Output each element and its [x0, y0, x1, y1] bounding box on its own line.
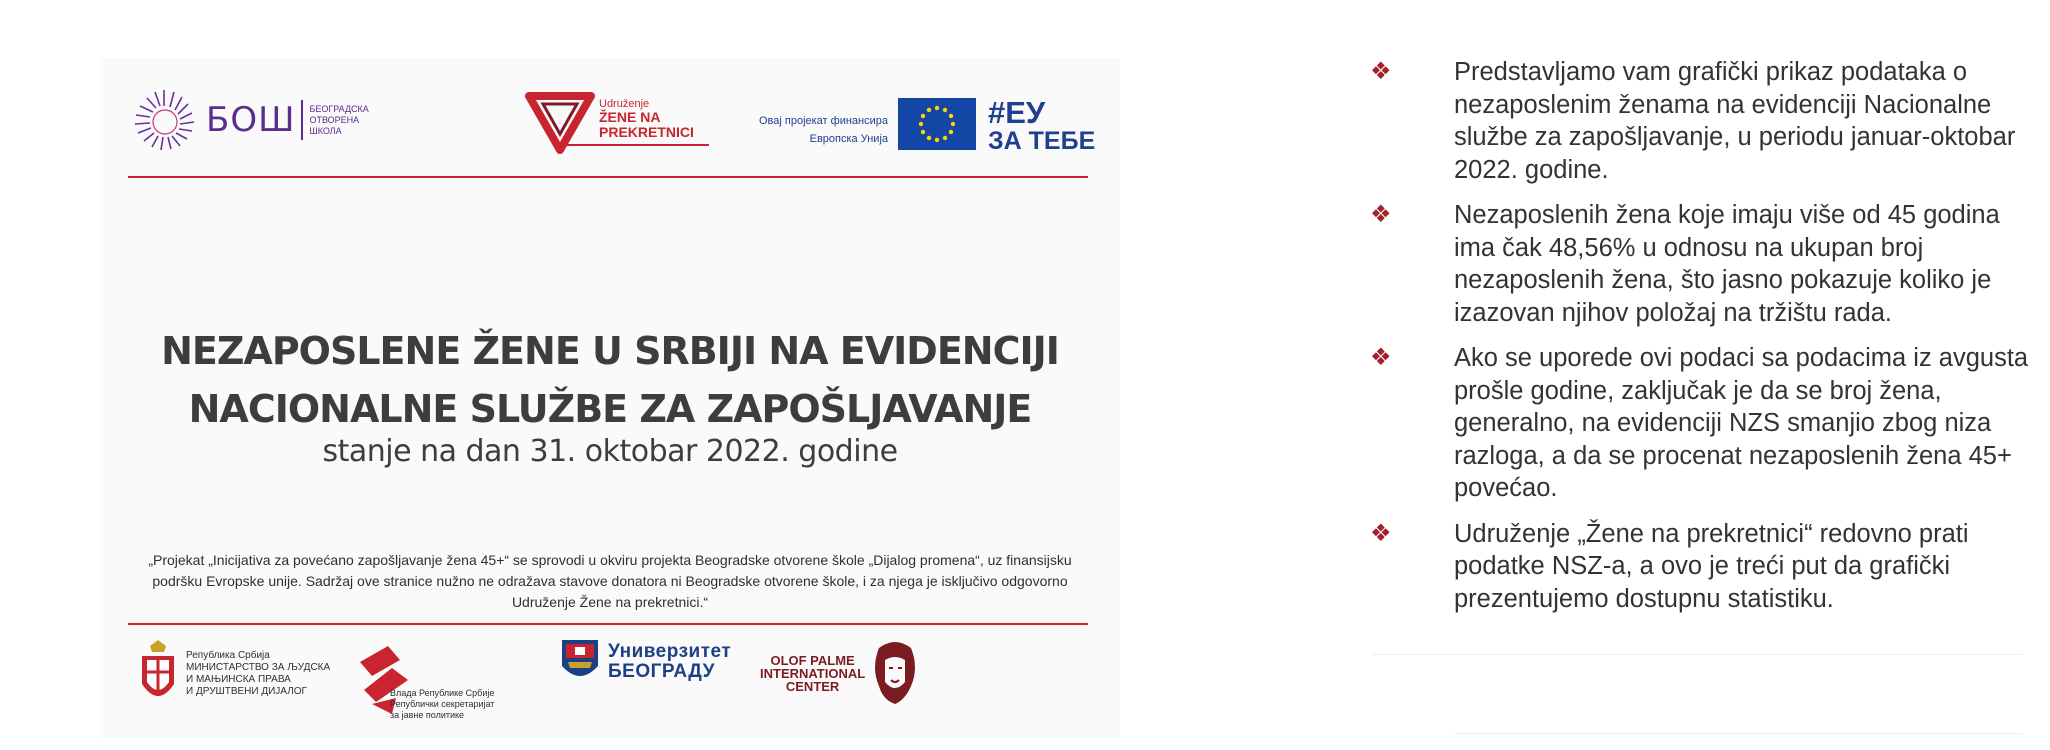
- secretariat-logo: [352, 638, 530, 721]
- diamond-bullet-icon: ❖: [1370, 344, 1392, 371]
- eu-hash-line2: ЗА ТЕБЕ: [988, 127, 1096, 155]
- bos-sunburst-icon: [130, 86, 198, 154]
- list-item: [1370, 56, 2030, 186]
- list-item: [1370, 342, 2030, 505]
- vlada-line3: за јавне политике: [390, 710, 465, 720]
- serbia-coat-of-arms-icon: [136, 638, 180, 710]
- ministry-line1: Република Србија: [186, 650, 270, 661]
- list-item: [1370, 518, 2030, 616]
- zene-underline: [559, 144, 709, 146]
- bullet-text: Nezaposlenih žena koje imaju više od 45 godina ima čak 48,56% u odnosu na ukupan broj nezaposlenih žena, što jasno pokazuje koliko je izazovan njihov položaj na tržištu rada.: [1454, 201, 2000, 327]
- cover-slide: [100, 58, 1120, 738]
- bos-wordmark: БОШ: [206, 100, 296, 140]
- eu-za-tebe-hashtag: [988, 95, 1096, 155]
- divider-line: [1454, 733, 2022, 734]
- zene-small-label: Udruženje: [599, 98, 650, 110]
- bullet-text: Predstavljamo vam grafički prikaz podataka o nezaposlenim ženama na evidenciji Nacionalne službe za zapošljavanje, u periodu januar-oktobar 2022. godine.: [1454, 58, 2016, 184]
- zene-line2: PREKRETNICI: [599, 124, 694, 140]
- ministry-line2: МИНИСТАРСТВО ЗА ЉУДСКА: [186, 662, 331, 673]
- header-divider: [128, 176, 1088, 178]
- olof-line1: OLOF PALME: [770, 652, 855, 668]
- diamond-bullet-icon: ❖: [1370, 58, 1392, 85]
- title-line2: NACIONALNE SLUŽBE ZA ZAPOŠLJAVANJE: [188, 387, 1032, 431]
- slide-subtitle: stanje na dan 31. oktobar 2022. godine: [322, 434, 898, 469]
- list-item: [1370, 199, 2030, 329]
- univ-line1: Универзитет: [608, 641, 732, 662]
- bos-subtitle: БЕОГРАДСКА ОТВОРЕНА ШКОЛА: [309, 103, 369, 136]
- eu-note-line1: Овај пројекат финансира: [758, 115, 888, 127]
- zene-line1: ŽENE NA: [599, 109, 661, 125]
- diamond-bullet-icon: ❖: [1370, 519, 1392, 547]
- olof-palme-portrait-icon: [865, 638, 925, 708]
- university-crest-icon: [560, 638, 600, 686]
- diamond-bullet-icon: ❖: [1370, 201, 1392, 228]
- university-belgrade-logo: [560, 638, 731, 686]
- eu-note-line2: Европска Унија: [809, 133, 888, 145]
- footer-divider: [128, 623, 1088, 625]
- olof-line2: INTERNATIONAL: [760, 665, 866, 681]
- eu-funding-note: [740, 112, 888, 148]
- olof-palme-logo: [760, 638, 925, 708]
- univ-line2: БЕОГРАДУ: [608, 661, 715, 682]
- bullet-text: Ako se uporede ovi podaci sa podacima iz avgusta prošle godine, zaključak je da se broj žena, generalno, na evidenciji NZS smanjio zbog niza razloga, a da se procenat nezaposlenih žena 45+ povećao.: [1454, 344, 2029, 502]
- vlada-line1: Влада Републике Србије: [390, 688, 495, 698]
- bos-divider: [301, 100, 303, 140]
- ministry-line4: И ДРУШТВЕНИ ДИЈАЛОГ: [186, 686, 307, 697]
- funding-disclaimer: „Projekat „Inicijativa za povećano zapošljavanje žena 45+“ se sprovodi u okviru projekta Beogradske otvorene škole „Dijalog promena“, uz finansijsku podršku Evropske unije. Sadržaj ove stranice nužno ne odražava stavove donatora ni Beogradske otvorene škole, i za njega je isključivo odgovorno Udruženje Žene na prekretnici.“: [148, 552, 1072, 610]
- vlada-line2: Републички секретаријат: [390, 699, 495, 709]
- summary-bullet-list: [1370, 56, 2030, 628]
- olof-line3: CENTER: [785, 678, 840, 694]
- title-line1: NEZAPOSLENE ŽENE U SRBIJI NA EVIDENCIJI: [161, 329, 1059, 373]
- slide-title: [100, 322, 1120, 438]
- bos-logo: [130, 86, 379, 154]
- ministry-line3: И МАЊИНСКА ПРАВА: [186, 674, 291, 685]
- eu-hash-line1: #ЕУ: [988, 95, 1046, 130]
- divider-line: [1372, 654, 2022, 655]
- bullet-text: Udruženje „Žene na prekretnici“ redovno prati podatke NSZ-a, a ovo je treći put da grafički prezentujemo dostupnu statistiku.: [1454, 519, 1969, 613]
- eu-flag-icon: [898, 98, 976, 150]
- zene-na-prekretnici-logo: [525, 90, 709, 154]
- ministry-logo: [136, 638, 346, 710]
